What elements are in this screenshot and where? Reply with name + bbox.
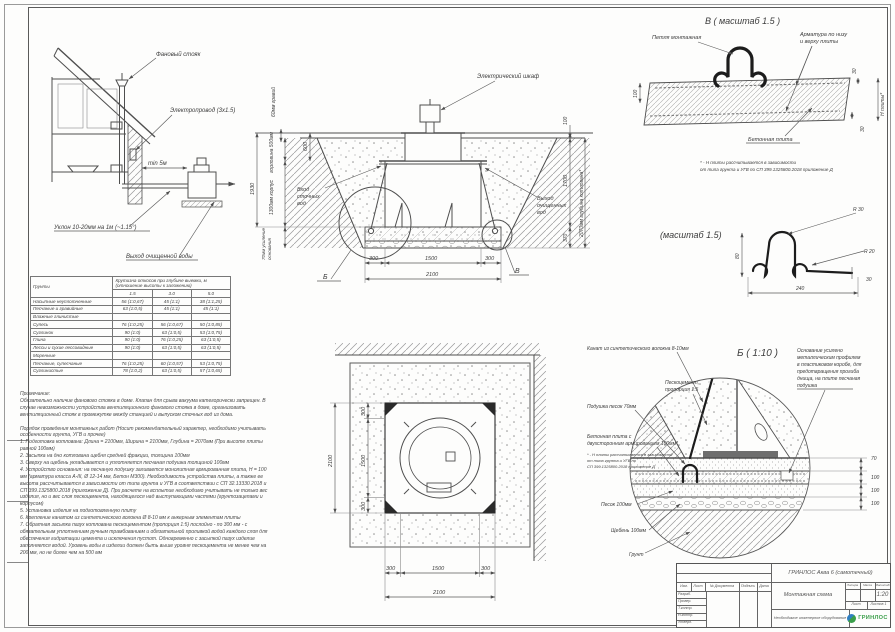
slope-label: Уклон 10-20мм на 1м (~1.15°)	[54, 225, 137, 231]
callout-v-label: В	[515, 268, 520, 275]
svg-text:* - Н плиты рассчитывается в з: * - Н плиты рассчитывается в зависимости	[587, 452, 673, 457]
table-row: Супесь 76 (1:0,25) 56 (1:0,67) 50 (1:0,85)	[31, 321, 231, 329]
svg-text:Бетонная плита с: Бетонная плита с	[587, 434, 632, 440]
hook-title: (масштаб 1.5)	[660, 230, 722, 240]
electric-cabinet-label: Электрический шкаф	[477, 74, 540, 80]
logo-globe-icon	[847, 614, 856, 623]
step-5: 5. Установка изделия на подготовленную плиту	[20, 508, 137, 515]
plan-view	[280, 315, 590, 620]
svg-text:Выход: Выход	[537, 196, 554, 202]
svg-text:100: 100	[871, 501, 880, 507]
table-row: Песчаные и гравийные 63 (1:0,5) 45 (1:1) 45 (1:1)	[31, 305, 231, 313]
rebar-label-2: и верху плиты	[800, 39, 839, 45]
svg-text:Вход: Вход	[297, 187, 310, 193]
house-outline	[52, 48, 155, 204]
svg-text:100: 100	[871, 475, 880, 481]
svg-text:70: 70	[871, 456, 877, 462]
house-dim-min5m	[142, 161, 187, 168]
svg-text:100: 100	[871, 488, 880, 494]
svg-text:Щебень 100мм: Щебень 100мм	[611, 528, 647, 534]
svg-text:в пластиковом коробе, для: в пластиковом коробе, для	[797, 362, 862, 368]
svg-text:предотвращения прогиба: предотвращения прогиба	[797, 369, 859, 375]
plan-slab	[385, 403, 495, 513]
svg-text:Песок 100мм: Песок 100мм	[601, 502, 632, 508]
scale-value: 1:20	[875, 589, 890, 602]
svg-text:R 20: R 20	[864, 249, 875, 255]
svg-text:100: 100	[633, 89, 639, 98]
slope-col-header: Крутизна откосов при глубине выемки, м (отношение высоты к заложению)	[113, 277, 231, 290]
svg-text:очищенных: очищенных	[537, 203, 567, 209]
dim-300-right: 300	[485, 256, 495, 262]
doc-title: ГРИНЛОС Аква 6 (самотечный)	[771, 564, 890, 583]
order-heading: Порядок проведения монтажных работ (Носит рекомендательный характер, необходимо учитывать особенности грунта, УГВ и прочее)	[20, 425, 266, 439]
svg-text:2100: 2100	[328, 454, 334, 467]
scale-header: Масштаб	[875, 582, 890, 590]
step-4: 4. Устройство основания: на песчаную подушку заливается монолитная армированная плита, Н = 100 мм (арматура класса А-III, Ø 12-14 мм, Бетон М300). Необходимость устройства плиты, а также ее высота рассчитывается в зависимости от типа грунта и УГВ в соответствии с СП 32.13330.2018 и СП 399.1325800.2018 (приложение Д). При расчете на всплытие необходимо учитывать не только вес изделия, но и вес слоя пескоцемента, находящегося над выступающими частями (грунтозацепами и корпусом)	[20, 466, 268, 508]
dim-1930: 1930	[250, 182, 256, 195]
svg-text:R 30: R 30	[853, 207, 864, 213]
notes-paragraph: Обязательно наличие фанового стояка в доме. Клапан для срыва вакуума категорически запрещен. В случае невозможности устройства вентиляционного фанового стояка в доме, организовать вентиляционный стояк в промежутке между станцией и выпуском сточных вод из дома.	[20, 397, 266, 418]
electric-cabinet-figure	[420, 99, 440, 133]
main-cross-section	[245, 55, 600, 315]
hook-dims	[735, 207, 875, 297]
dim-370: 370	[563, 233, 569, 242]
loop-label: Петля монтажная	[652, 35, 702, 41]
col-date: Дата	[757, 582, 772, 592]
svg-text:от типа грунта и УГВ по: от типа грунта и УГВ по	[587, 458, 636, 463]
foundation-slab	[365, 227, 501, 248]
table-row: Влажные глинистые	[31, 313, 231, 321]
soil-col-header: Грунты	[31, 277, 113, 298]
body-label: 1300мм корпус	[269, 179, 275, 215]
detail-b-title: Б ( 1:10 )	[737, 348, 778, 359]
logo-text: ГРИНЛОС	[858, 614, 888, 621]
detail-b-dims	[803, 456, 880, 510]
house-connection-sketch	[30, 22, 265, 267]
svg-text:металлическим профилем: металлическим профилем	[797, 355, 861, 361]
row-nkontr: Н.контр.	[677, 613, 707, 621]
table-row: Суглинистые 78 (1:0,2) 63 (1:0,5) 57 (1:0,65)	[31, 367, 231, 375]
clean-water-out-label: Выход очищенной воды	[126, 254, 193, 260]
col-sign: Подпись	[739, 582, 758, 592]
dim-100-top: 100	[563, 116, 569, 125]
row-prover: Провер.	[677, 598, 707, 606]
soil-slope-table: Грунты Крутизна откосов при глубине выемки, м (отношение высоты к заложению) 1.5 3.0 5.0 Насыпные неуплотненные 56 (1:0,67) 45 (1:1) 38 (1:1,25) Песчаные и гравийные 63 (1:0,5) 45 (1:1) 45 (1:1) Влажные глинистые Супесь 76 (1:0,25) 56 (1:0,67) 50 (1:0,85) Суглинок 90 (1:0) 63 (1:0,5) 53 (1:0,75) Глина 90 (1:0) 76 (1:0,25) 63 (1:0,5) Лессы и сухие лессовидные 90 (1:0) 63 (1:0,5) 63 (1:0,5) Моренные Песчаные, супесчаные 76 (1:0,25) 60 (1:0,57) 53 (1:0,75) Суглинистые 78 (1:0,2) 63 (1:0,5) 57 (1:0,65)	[30, 276, 231, 376]
col-izm: Изм.	[677, 582, 692, 592]
category-label: Необходимое инженерное оборудование	[771, 609, 850, 627]
row-razrab: Разраб.	[677, 591, 707, 599]
svg-text:днища, на плите песчаная: днища, на плите песчаная	[797, 376, 861, 382]
dim-1500: 1500	[425, 256, 438, 262]
table-row: Лессы и сухие лессовидные 90 (1:0) 63 (1:0,5) 63 (1:0,5)	[31, 344, 231, 352]
h-plity-label: Н плиты*	[880, 92, 886, 116]
svg-text:вод: вод	[537, 210, 546, 216]
svg-text:300: 300	[361, 406, 367, 416]
svg-text:300: 300	[481, 566, 491, 572]
svg-text:двухсторонним армированием 100: двухсторонним армированием 100мм*	[587, 441, 678, 447]
detail-v-title: В ( масштаб 1.5 )	[705, 16, 781, 26]
detail-v-note-2: от типа грунта и УГВ по СП 399.1325800.2018 приложение Д	[700, 167, 833, 172]
detail-v-slab-loop	[600, 8, 890, 193]
row-tkontr: Т.контр.	[677, 605, 707, 613]
svg-text:30: 30	[860, 126, 866, 132]
svg-text:30: 30	[852, 68, 858, 74]
notes-block	[20, 391, 272, 556]
slab-figure	[644, 48, 850, 125]
neck-label: горловина 500мм	[269, 132, 275, 173]
step-6: 6. Крепление канатом из синтетического волокна Ø 8-10 мм к анкерным элементам плиты	[20, 515, 241, 522]
step-2: 2. Засыпка на дно котлована щебня средней фракции, толщина 100мм	[20, 453, 190, 460]
svg-text:1500: 1500	[361, 454, 367, 467]
col-doc: № Документа	[705, 582, 740, 592]
sheet-title: Монтажная схема	[771, 582, 846, 610]
rebar-label-1: Арматура по низу	[800, 32, 848, 38]
vent-stack-label: Фановый стояк	[156, 52, 201, 58]
svg-text:2100: 2100	[433, 590, 446, 596]
table-row: Суглинок 90 (1:0) 63 (1:0,5) 53 (1:0,75)	[31, 329, 231, 337]
detail-b-base	[585, 310, 890, 565]
svg-text:240: 240	[796, 286, 805, 292]
base-label-2: основания	[267, 238, 272, 260]
electric-wire-label: Электропровод (3x1.5)	[170, 108, 236, 114]
table-row: Насыпные неуплотненные 56 (1:0,67) 45 (1:1) 38 (1:1,25)	[31, 298, 231, 306]
table-row: Глина 90 (1:0) 76 (1:0,25) 63 (1:0,5)	[31, 336, 231, 344]
dim-1700: 1700	[563, 174, 569, 187]
title-block	[676, 563, 891, 628]
detail-v-note-1: * - Н плиты рассчитывается в зависимости	[700, 160, 796, 165]
step-3: 3. Сверху на щебень укладывается и уплотняется песчаная подушка толщиной 100мм	[20, 460, 230, 467]
bottom-dimensions	[365, 248, 501, 283]
list-label: Лист	[845, 601, 868, 610]
massa-label: Масса	[860, 582, 876, 590]
detail-b-content	[630, 372, 810, 565]
dim-2100: 2100	[426, 272, 439, 278]
col-list: Лист	[691, 582, 706, 592]
svg-text:Подушка песок 70мм: Подушка песок 70мм	[587, 404, 637, 410]
svg-text:пропорция 1:5: пропорция 1:5	[665, 387, 699, 393]
listov-label: Листов 1	[867, 601, 890, 610]
svg-text:Грунт: Грунт	[629, 552, 644, 558]
svg-text:Пескоцемент,: Пескоцемент,	[665, 380, 700, 386]
notes-heading: Примечание:	[20, 391, 51, 397]
svg-text:Основание усилено: Основание усилено	[797, 348, 843, 354]
step-7: 7. Обратная засыпка пазух котлована пескоцементом (пропорция 1:5) послойно - по 300 мм - с обязательным уплотнением ручным трамбованием и обязательной проливкой водой каждого слоя для обеспечения гидратации цемента и исключения пустот. Одновременно с засыпкой пазух изделие заполняется водой. Уровень воды в изделии должен быть выше уровня пескоцемента не менее чем на 200 мм, но не более чем на 500 мм	[20, 522, 268, 556]
table-row: Песчаные, супесчаные 76 (1:0,25) 60 (1:0,57) 53 (1:0,75)	[31, 360, 231, 368]
company-logo	[845, 609, 890, 627]
slab-label: Бетонная плита	[748, 137, 793, 143]
pit-depth-label: 2070мм глубина котлована*	[579, 169, 585, 237]
litera-label: Литера	[845, 582, 861, 590]
svg-text:300: 300	[361, 501, 367, 511]
gravel-label: 60мм гравий	[271, 86, 277, 117]
dim-300-left: 300	[369, 256, 379, 262]
svg-text:80: 80	[735, 253, 741, 259]
step-1: 1. Подготовка котлована: Длина = 2100мм, Ширина = 2100мм, Глубина = 2070мм (При высоте плиты равной 100мм)	[20, 439, 263, 453]
svg-text:сточных: сточных	[297, 194, 320, 200]
hook-bar-figure	[753, 232, 852, 276]
base-label-1: 70мм усиление	[261, 228, 266, 260]
svg-text:вод: вод	[297, 201, 306, 207]
table-row: Моренные	[31, 352, 231, 360]
svg-text:1500: 1500	[432, 566, 445, 572]
svg-text:300: 300	[386, 566, 396, 572]
svg-text:Канат из синтетического волокн: Канат из синтетического волокна 8-10мм	[587, 346, 689, 352]
svg-text:СП 399.1325800.2018 приложение: СП 399.1325800.2018 приложение Д	[587, 464, 655, 469]
min-distance-label: min 5м	[148, 161, 167, 167]
dim-600: 600	[303, 141, 309, 151]
svg-text:подушка: подушка	[797, 383, 818, 389]
callout-b-label: Б	[323, 274, 328, 281]
anchor-hook-detail	[620, 195, 890, 310]
row-utverd: Утверд.	[677, 620, 707, 627]
svg-text:30: 30	[866, 277, 872, 283]
